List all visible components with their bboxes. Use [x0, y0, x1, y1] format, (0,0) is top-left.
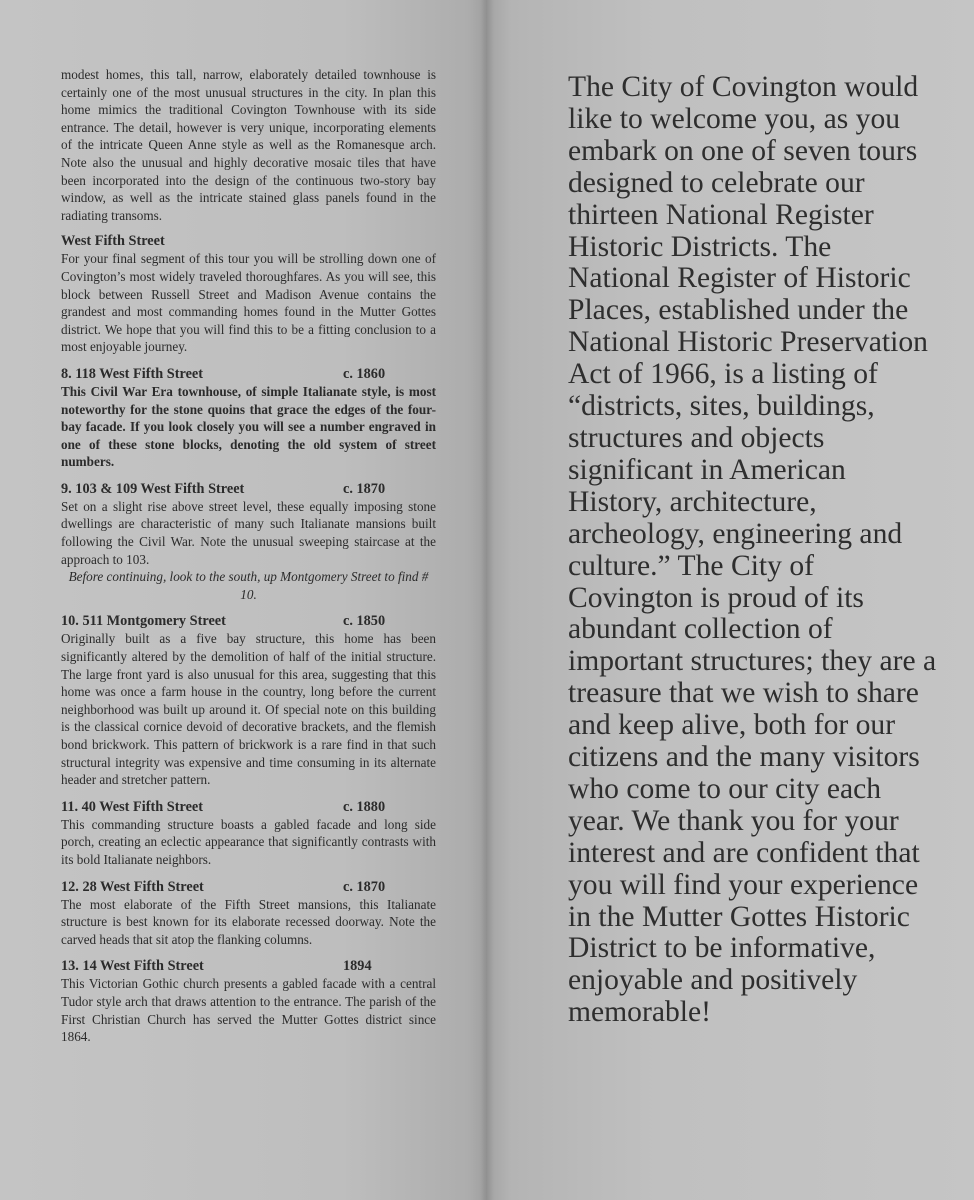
entry-title: 10. 511 Montgomery Street — [61, 613, 226, 630]
entry-date: c. 1870 — [343, 878, 386, 895]
entry-10 — [61, 612, 436, 788]
welcome-text: The City of Covington would like to welcome you, as you embark on one of seven tours designed to celebrate our thirteen National Register Historic Districts. The National Register of Historic Places, established under the National Historic Preservation Act of 1966, is a listing of “districts, sites, buildings, structures and objects significant in American History, architecture, archeology, engineering and culture.” The City of Covington is proud of its abundant collection of important structures; they are a treasure that we wish to share and keep alive, both for our citizens and the many visitors who come to our city each year. We thank you for your interest and are confident that you will find your experience in the Mutter Gottes Historic District to be informative, enjoyable and positively memorable! — [568, 71, 937, 1029]
entry-text: Originally built as a five bay structure, this home has been significantly altered by the demolition of half of the initial structure. The large front yard is also unusual for this area, suggesting that this home was once a farm house in the country, long before the current neighborhood was built up around it. Of special note on this building is the classical cornice devoid of decorative brackets, and the flemish bond brickwork. This pattern of brickwork is a rare find in that such structural integrity was expensive and time consuming in its alternate header and stretcher pattern. — [61, 631, 436, 788]
entry-date: 1894 — [343, 958, 372, 975]
entry-9 — [61, 480, 436, 568]
entry-text: The most elaborate of the Fifth Street mansions, this Italianate structure is best known for its elaborate recessed doorway. Note the carved heads that sit atop the flanking columns. — [61, 896, 436, 947]
entry-text: This commanding structure boasts a gabled facade and long side porch, creating an eclectic appearance that significantly contrasts with its bold Italianate neighbors. — [61, 816, 436, 867]
intro-paragraph: modest homes, this tall, narrow, elaborately detailed townhouse is certainly one of the most unusual structures in the city. In plan this home mimics the traditional Covington Townhouse with its side entrance. The detail, however is very unique, incorporating elements of the intricate Queen Anne style as well as the Romanesque arch. Note also the unusual and highly decorative mosaic tiles that have been incorporated into the design of the continuous two-story bay window, as well as the intricate stained glass panels found in the radiating transoms. — [61, 67, 436, 223]
entry-header — [61, 612, 436, 630]
entry-header — [61, 798, 436, 816]
entry-date: c. 1860 — [343, 365, 386, 382]
right-text-column — [568, 72, 938, 1029]
west-fifth-section — [61, 232, 436, 356]
entry-text: This Civil War Era townhouse, of simple Italianate style, is most noteworthy for the stone quoins that grace the edges of the four-bay facade. If you look closely you will see a number engraved in one of these stone blocks, denoting the old system of street numbers. — [61, 383, 436, 470]
entry-title: 12. 28 West Fifth Street — [61, 878, 204, 895]
entry-11 — [61, 798, 436, 869]
entry-12 — [61, 878, 436, 949]
entry-title: 8. 118 West Fifth Street — [61, 365, 204, 382]
entry-date: c. 1850 — [343, 613, 386, 630]
left-text-column — [61, 66, 436, 1046]
section-heading: West Fifth Street — [61, 233, 165, 250]
entry-title: 11. 40 West Fifth Street — [61, 798, 204, 815]
entry-date: c. 1870 — [343, 480, 386, 497]
section-text: For your final segment of this tour you will be strolling down one of Covington’s most widely traveled thoroughfares. As you will see, this block between Russell Street and Madison Avenue contains the grandest and most commanding homes found in the Mutter Gottes district. We hope that you will find this to be a fitting conclusion to a most enjoyable journey. — [61, 251, 436, 355]
entry-header — [61, 878, 436, 896]
entry-header — [61, 365, 436, 383]
entry-title: 13. 14 West Fifth Street — [61, 958, 204, 975]
entry-text: Set on a slight rise above street level, these equally imposing stone dwellings are characteristic of many such Italianate mansions built following the Civil War. Note the unusual sweeping staircase at the approach to 103. — [61, 498, 436, 567]
entry-date: c. 1880 — [343, 798, 386, 815]
entry-header — [61, 957, 436, 975]
entry-title: 9. 103 & 109 West Fifth Street — [61, 480, 245, 497]
entry-13 — [61, 957, 436, 1045]
entry-text: This Victorian Gothic church presents a gabled facade with a central Tudor style arch that draws attention to the entrance. The parish of the First Christian Church has served the Mutter Gottes district since 1864. — [61, 976, 436, 1045]
entry-header — [61, 480, 436, 498]
direction-note: Before continuing, look to the south, up Montgomery Street to find # 10. — [68, 569, 429, 602]
entry-8 — [61, 365, 436, 471]
book-gutter — [480, 0, 494, 1200]
